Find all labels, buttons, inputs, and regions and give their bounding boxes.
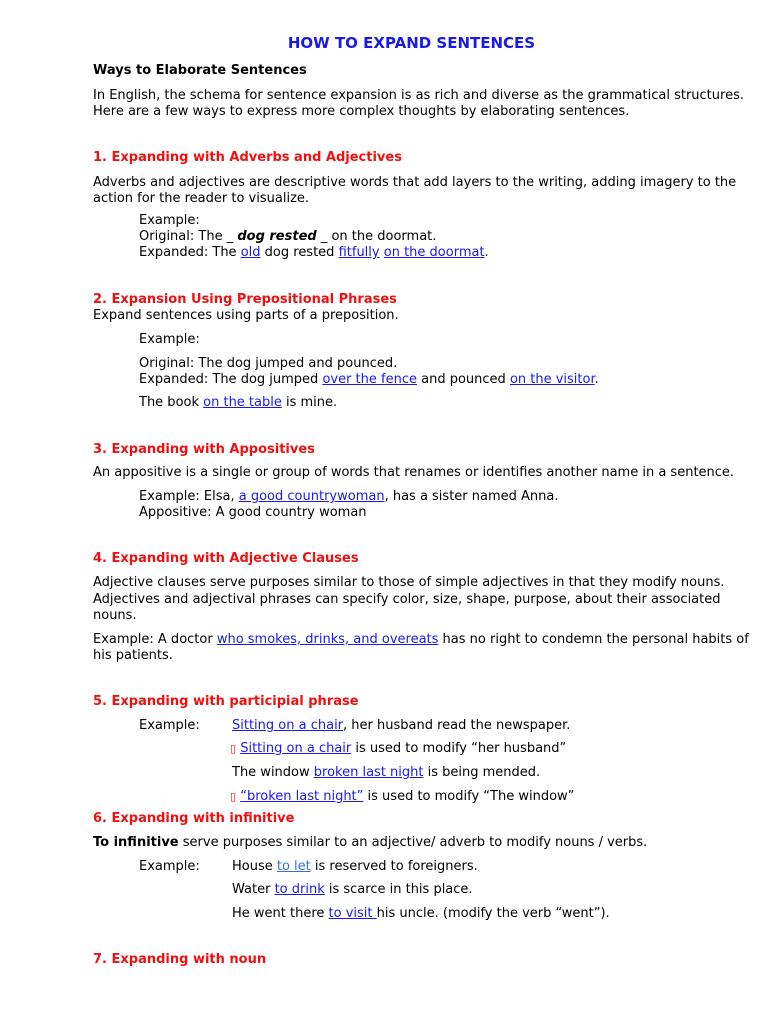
- section-6-row-2: [232, 882, 473, 898]
- section-1-heading: 1. Expanding with Adverbs and Adjectives: [93, 150, 402, 165]
- section-4-example-line-2: his patients.: [93, 648, 173, 663]
- text: Example: A doctor: [93, 632, 217, 647]
- text: He went there: [232, 906, 329, 921]
- section-2-heading: 2. Expansion Using Prepositional Phrases: [93, 292, 397, 307]
- section-4-body-3: nouns.: [93, 608, 137, 623]
- section-2-example-label: Example:: [139, 332, 200, 347]
- link-a-good-countrywoman[interactable]: a good countrywoman: [238, 489, 385, 504]
- bullet-marker: ▯: [230, 742, 237, 755]
- section-1-expanded: [139, 245, 489, 261]
- text: The book: [139, 395, 204, 410]
- link-over-the-fence[interactable]: over the fence: [322, 372, 417, 387]
- text: serve purposes similar to an adjective/ adverb to modify nouns / verbs.: [178, 835, 648, 850]
- section-7-heading: 7. Expanding with noun: [93, 952, 267, 967]
- section-5-heading: 5. Expanding with participial phrase: [93, 694, 359, 709]
- text: is scarce in this place.: [324, 882, 473, 897]
- section-4-example: [93, 632, 749, 648]
- section-5-row-4: [230, 789, 574, 805]
- text: dog rested: [260, 245, 339, 260]
- section-5-example-label: Example:: [139, 718, 200, 733]
- text: Original: The _: [139, 229, 238, 244]
- link-to-drink[interactable]: to drink: [274, 882, 325, 897]
- text: and pounced: [417, 372, 510, 387]
- link-sitting-on-a-chair[interactable]: Sitting on a chair: [232, 718, 344, 733]
- text: .: [594, 372, 599, 387]
- link-old[interactable]: old: [240, 245, 261, 260]
- text: Water: [232, 882, 275, 897]
- section-4-body-2: Adjectives and adjectival phrases can specify color, size, shape, purpose, about their associated: [93, 592, 721, 607]
- section-6-row-1: [232, 859, 478, 875]
- section-5-row-2: [230, 741, 566, 757]
- section-2-expanded: [139, 372, 599, 388]
- section-4-body-1: Adjective clauses serve purposes similar to those of simple adjectives in that they modify nouns.: [93, 575, 725, 590]
- section-1-body-2: action for the reader to visualize.: [93, 191, 310, 206]
- text: is reserved to foreigners.: [310, 859, 478, 874]
- page-title: HOW TO EXPAND SENTENCES: [287, 34, 536, 52]
- link-broken-last-night[interactable]: broken last night: [313, 765, 424, 780]
- section-1-example-label: Example:: [139, 213, 200, 228]
- text: is being mended.: [423, 765, 541, 780]
- link-on-the-visitor[interactable]: on the visitor: [509, 372, 595, 387]
- text: The window: [232, 765, 314, 780]
- link-who-smokes[interactable]: who smokes, drinks, and overeats: [216, 632, 439, 647]
- section-6-heading: 6. Expanding with infinitive: [93, 811, 295, 826]
- text: House: [232, 859, 277, 874]
- section-6-lead: [93, 835, 647, 851]
- text: , her husband read the newspaper.: [343, 718, 571, 733]
- section-3-example: [139, 489, 559, 505]
- section-3-body: An appositive is a single or group of words that renames or identifies another name in a sentence.: [93, 465, 735, 480]
- intro-line-1: In English, the schema for sentence expansion is as rich and diverse as the grammatical structures.: [93, 88, 744, 103]
- link-on-the-table[interactable]: on the table: [203, 395, 282, 410]
- bullet-marker: ▯: [230, 790, 237, 803]
- text: Expanded: The dog jumped: [139, 372, 323, 387]
- section-1-original: [139, 229, 436, 245]
- emphasis: dog rested: [237, 229, 317, 244]
- section-6-example-label: Example:: [139, 859, 200, 874]
- bold-term: To infinitive: [93, 835, 179, 850]
- section-2-book: [139, 395, 337, 411]
- link-sitting-on-a-chair-2[interactable]: Sitting on a chair: [240, 741, 352, 756]
- section-3-appositive: Appositive: A good country woman: [139, 505, 367, 520]
- link-to-let[interactable]: to let: [276, 859, 311, 874]
- text: is used to modify “her husband”: [351, 741, 567, 756]
- section-5-row-3: [232, 765, 540, 781]
- text: .: [484, 245, 489, 260]
- text: _ on the doormat.: [316, 229, 437, 244]
- section-3-heading: 3. Expanding with Appositives: [93, 442, 315, 457]
- subtitle: Ways to Elaborate Sentences: [93, 63, 307, 78]
- text: , has a sister named Anna.: [384, 489, 559, 504]
- link-on-the-doormat[interactable]: on the doormat: [383, 245, 485, 260]
- link-to-visit[interactable]: to visit: [328, 906, 377, 921]
- intro-line-2: Here are a few ways to express more complex thoughts by elaborating sentences.: [93, 104, 630, 119]
- section-2-body: Expand sentences using parts of a preposition.: [93, 308, 399, 323]
- text: is mine.: [281, 395, 338, 410]
- text: Expanded: The: [139, 245, 241, 260]
- section-5-row-1: [232, 718, 570, 734]
- link-broken-last-night-2[interactable]: “broken last night”: [240, 789, 364, 804]
- section-6-row-3: [232, 906, 610, 922]
- section-1-body-1: Adverbs and adjectives are descriptive words that add layers to the writing, adding imagery to the: [93, 175, 737, 190]
- section-4-heading: 4. Expanding with Adjective Clauses: [93, 551, 359, 566]
- text: Example: Elsa,: [139, 489, 239, 504]
- text: is used to modify “The window”: [363, 789, 575, 804]
- text: has no right to condemn the personal habits of: [438, 632, 749, 647]
- section-2-original: Original: The dog jumped and pounced.: [139, 356, 398, 371]
- text: his uncle. (modify the verb “went”).: [376, 906, 610, 921]
- link-fitfully[interactable]: fitfully: [338, 245, 380, 260]
